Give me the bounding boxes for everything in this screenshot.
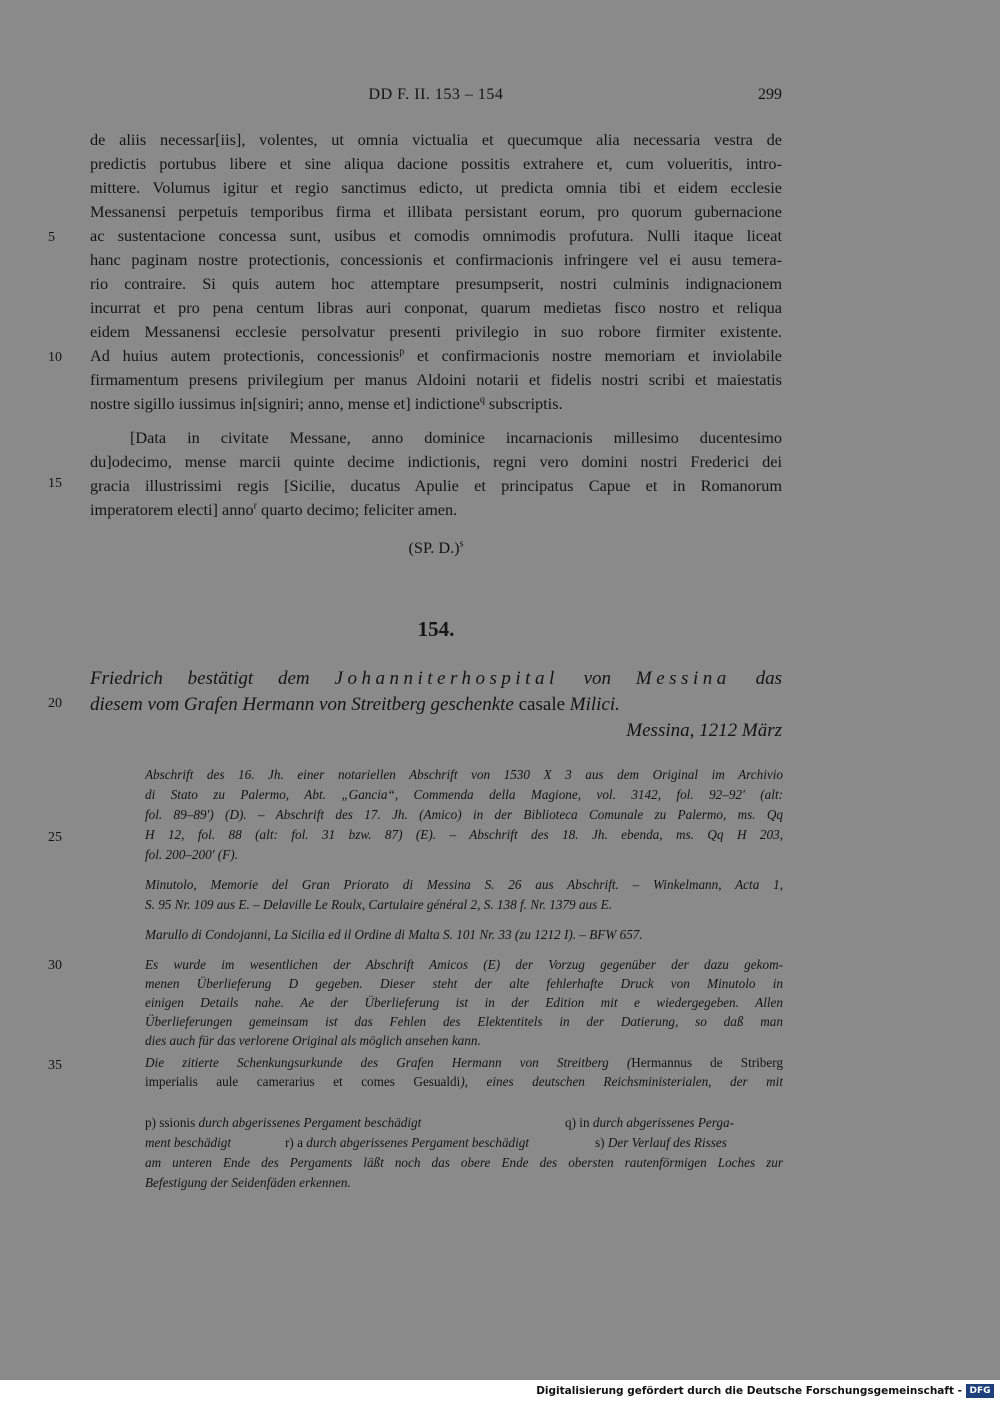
text-line: predictis portubus libere et sine aliqua dacione possitis extrahere et, cum volueritis, intro- [90,154,782,173]
text-line: firmamentum presens privilegium per manus Aldoini notarii et fidelis nostri scribi et maiestatis [90,370,782,389]
text-line: Ad huius autem protectionis, concessionis$^p$ et confirmacionis nostre memoriam et inviolabile [90,346,782,365]
document-number: 154. [417,617,455,641]
line-number: 35 [48,1058,62,1073]
footnote-mark: s [459,538,464,550]
commentary-line: dies auch für das verlorene Original als möglich ansehen kann. [145,1033,481,1048]
footnote-mark: r [253,500,257,512]
text-line: gracia illustrissimi regis [Sicilie, ducatus Apulie et principatus Capue et in Romanorum [90,476,782,495]
commentary-line: Überlieferungen gemeinsam ist das Fehlen des Elektentitels in der Datierung, so daß man [145,1014,783,1029]
footnote-line: p) ssionis durch abgerissenes Pergament beschädigt q) in durch abgerissenes Perga- [145,1115,734,1130]
footnote-line: am unteren Ende des Pergaments läßt noch das obere Ende des obersten rautenförmigen Loches zur [145,1155,783,1170]
footnote-line: ment beschädigt r) a durch abgerissenes Pergament beschädigt s) Der Verlauf des Risses [145,1135,727,1150]
apparatus-line: fol. 89–89') (D). – Abschrift des 17. Jh. (Amico) in der Biblioteca Comunale zu Palermo, ms. Qq [145,807,783,822]
text-line: du]odecimo, mense marcii quinte decime indictionis, regni vero domini nostri Frederici dei [90,452,782,471]
line-number: 10 [48,350,62,365]
text-line: imperatorem electi] anno$^r$ quarto decimo; feliciter amen. [90,500,458,519]
commentary-line: imperialis aule camerarius et comes Gesualdi), eines deutschen Reichsministerialen, der mit [145,1074,783,1089]
digitization-footer [0,1380,1000,1402]
text-line: rio contraire. Si quis autem hoc attemptare presumpserit, nostri culminis indignacionem [90,274,782,293]
apparatus-line: Minutolo, Memorie del Gran Priorato di Messina S. 26 aus Abschrift. – Winkelmann, Acta 1, [145,877,783,892]
footnote-mark: p [399,346,405,358]
commentary-line: Es wurde im wesentlichen der Abschrift Amicos (E) der Vorzug gegenüber der dazu gekom- [145,957,783,972]
line-number: 5 [48,230,55,245]
commentary-line: menen Überlieferung D gegeben. Dieser steht der alte fehlerhafte Druck von Minutolo in [145,976,783,991]
text-line: ac sustentacione concessa sunt, usibus et comodis omnimodis profutura. Nulli itaque liceat [90,226,782,245]
footnote-line: Befestigung der Seidenfäden erkennen. [145,1175,351,1190]
text-line: nostre sigillo iussimus in[signiri; anno, mense et] indictione$^q$ subscriptis. [90,394,563,413]
page-number: 299 [758,86,782,103]
text-line: eidem Messanensi ecclesie persolvatur presenti privilegio in suo robore firmiter existente. [90,322,782,341]
text-line: incurrat et pro pena centum libras auri conponat, quarum medietas fisco nostro et reliqua [90,298,782,317]
regest-line: Friedrich bestätigt dem Johanniterhospital von Messina das [90,668,782,689]
running-title: DD F. II. 153 – 154 [368,86,504,103]
apparatus-line: di Stato zu Palermo, Abt. „Gancia“, Commenda della Magione, vol. 3142, fol. 92–92' (alt: [145,787,783,802]
line-number: 20 [48,696,62,711]
footnote-mark: q [479,394,485,406]
dfg-logo-icon: DFG [966,1384,994,1398]
apparatus-line: fol. 200–200' (F). [145,847,238,862]
regest-line: diesem vom Grafen Hermann von Streitberg geschenkte casale Milici. [90,694,620,715]
line-number: 30 [48,958,62,973]
apparatus-line: Abschrift des 16. Jh. einer notariellen Abschrift von 1530 X 3 aus dem Original im Archivio [145,767,783,782]
apparatus-line: S. 95 Nr. 109 aus E. – Delaville Le Roulx, Cartulaire général 2, S. 138 f. Nr. 1379 aus E. [145,897,612,912]
commentary-line: einigen Details nahe. Ae der Überlieferung ist in der Edition mit e wiedergegeben. Allen [145,995,783,1010]
apparatus-line: H 12, fol. 88 (alt: fol. 31 bzw. 87) (E). – Abschrift des 18. Jh. ebenda, ms. Qq H 203, [145,827,783,842]
signum: (SP. D.)$^s$ [408,538,464,557]
footer-text: Digitalisierung gefördert durch die Deutsche Forschungsgemeinschaft - [536,1385,962,1397]
text-line: de aliis necessar[iis], volentes, ut omnia victualia et quecumque alia necessaria vestra de [90,130,782,149]
place-date: Messina, 1212 März [626,720,782,741]
line-number: 25 [48,830,62,845]
text-line: [Data in civitate Messane, anno dominice incarnacionis millesimo ducentesimo [130,428,782,447]
apparatus-line: Marullo di Condojanni, La Sicilia ed il Ordine di Malta S. 101 Nr. 33 (zu 1212 I). – BFW 657. [145,927,643,942]
running-header [90,86,782,110]
commentary-line: Die zitierte Schenkungsurkunde des Grafen Hermann von Streitberg (Hermannus de Striberg [145,1055,783,1070]
text-line: Messanensi perpetuis temporibus firma et illibata persistant eorum, pro quorum gubernacione [90,202,782,221]
text-line: hanc paginam nostre protectionis, concessionis et confirmacionis infringere vel ei ausu temera- [90,250,782,269]
text-line: mittere. Volumus igitur et regio sanctimus edicto, ut predicta omnia tibi et eidem ecclesie [90,178,782,197]
line-number: 15 [48,476,62,491]
